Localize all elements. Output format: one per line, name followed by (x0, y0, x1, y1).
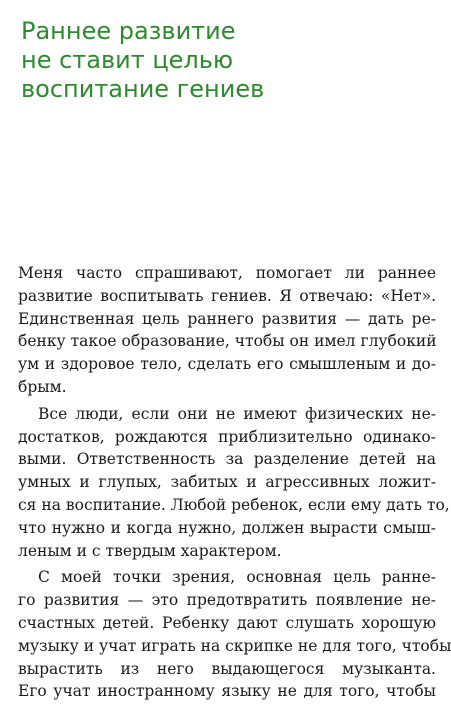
chapter-title-line: не ставит целью (21, 46, 234, 74)
text-line: Единственная цель раннего развития — дать ре- (18, 309, 436, 328)
chapter-title-line: воспитание гениев (21, 75, 265, 103)
text-line: достатков, рождаются приблизительно одинако- (18, 427, 436, 446)
text-line: счастных детей. Ребенку дают слушать хорошую (18, 613, 436, 632)
text-line: что нужно и когда нужно, должен вырасти смыш- (18, 518, 436, 537)
text-line: выми. Ответственность за разделение детей на (18, 450, 436, 469)
text-line: музыку и учат играть на скрипке не для того, чтобы (18, 636, 451, 655)
text-line: Меня часто спрашивают, помогает ли раннее (18, 264, 436, 282)
paragraph-3 (18, 566, 451, 703)
text-line: Его учат иностранному языку не для того, чтобы (18, 682, 436, 701)
text-line: ум и здоровое тело, сделать его смышленым и до- (18, 355, 436, 374)
text-line: умных и глупых, забитых и агрессивных ложит- (18, 473, 436, 492)
paragraph-1 (18, 262, 436, 399)
text-line: леным и с твердым характером. (18, 541, 282, 560)
text-line: С моей точки зрения, основная цель ранне- (38, 568, 436, 587)
text-line: го развития — это предотвратить появление не- (18, 591, 436, 610)
text-line: Все люди, если они не имеют физических не- (38, 404, 436, 423)
chapter-title-line: Раннее развитие (21, 17, 236, 45)
chapter-title (21, 17, 431, 104)
paragraph-2 (18, 403, 450, 563)
text-line: ся на воспитание. Любой ребенок, если ему дать то, (18, 495, 450, 514)
body-text (18, 262, 451, 707)
text-line: вырастить из него выдающегося музыканта. (18, 659, 436, 678)
text-line: брым. (18, 377, 67, 396)
text-line: развитие воспитывать гениев. Я отвечаю: «Нет». (18, 286, 436, 305)
text-line: бенку такое образование, чтобы он имел глубокий (18, 332, 437, 351)
